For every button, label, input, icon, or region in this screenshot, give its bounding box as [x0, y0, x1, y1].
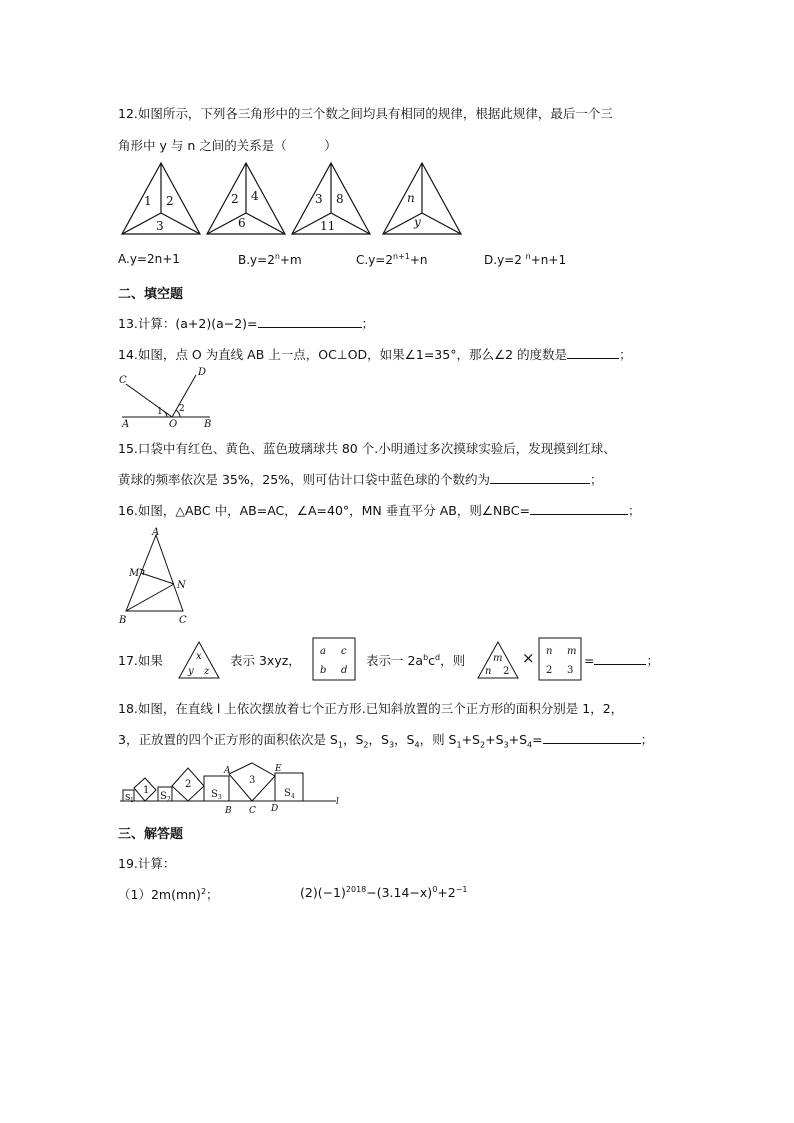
t3-a: 3 — [315, 192, 323, 206]
q15-line2: 黄球的频率依次是 35%，25%，则可估计口袋中蓝色球的个数约为 ； — [118, 472, 603, 487]
triangle-4 — [383, 163, 461, 234]
t2-c: 6 — [238, 216, 246, 230]
svg-text:n: n — [546, 646, 553, 657]
svg-text:y: y — [188, 666, 194, 677]
svg-text:d: d — [341, 665, 348, 676]
q18-squares-figure — [118, 758, 348, 816]
q14-angle-figure — [116, 366, 216, 430]
q17-square-abcd — [312, 637, 356, 681]
svg-text:S: S — [125, 793, 131, 802]
section-solve-title: 三、解答题 — [118, 827, 184, 842]
svg-text:E: E — [275, 764, 282, 774]
q15-line1: 15.口袋中有红色、黄色、蓝色玻璃球共 80 个.小明通过多次摸球实验后，发现摸到红球、 — [118, 441, 616, 456]
option-b[interactable]: $B.y=2^n+m$ — [238, 252, 302, 267]
svg-text:2: 2 — [179, 404, 185, 414]
q17-answer: = ； — [584, 653, 659, 668]
svg-text:a: a — [320, 646, 326, 657]
q15-answer-blank[interactable] — [490, 471, 590, 484]
svg-text:B: B — [225, 806, 232, 816]
q16: 16.如图，△ABC 中，AB=AC，∠A=40°，MN 垂直平分 AB，则∠NBC= ； — [118, 503, 641, 518]
svg-text:4: 4 — [291, 793, 295, 800]
svg-text:A: A — [122, 419, 130, 430]
q12-triangles-figure — [118, 158, 498, 240]
svg-text:C: C — [179, 615, 187, 626]
q17-triangle-xyz — [177, 640, 221, 680]
t4-n: n — [407, 191, 415, 205]
q19-part2: $(2)(-1)^{2018}-(3.14-x)^0+2^{-1}$ — [300, 885, 468, 901]
option-a[interactable]: A.y=2n+1 — [118, 252, 180, 266]
svg-text:m: m — [567, 646, 577, 657]
svg-text:n: n — [485, 666, 492, 677]
q19-title: 19.计算： — [118, 856, 176, 871]
section-fill-in-title: 二、填空题 — [118, 287, 184, 302]
svg-text:1: 1 — [143, 785, 150, 796]
q18-line1: 18.如图，在直线 l 上依次摆放着七个正方形.已知斜放置的三个正方形的面积分别是 1，2， — [118, 701, 624, 716]
svg-text:O: O — [169, 419, 178, 430]
svg-text:2: 2 — [546, 665, 553, 676]
svg-text:2: 2 — [167, 796, 171, 803]
svg-text:M: M — [129, 568, 140, 579]
q14: 14.如图，点 O 为直线 AB 上一点，OC⊥OD，如果∠1=35°，那么∠2 的度数是 ； — [118, 347, 632, 362]
svg-text:1: 1 — [157, 407, 163, 417]
q17-triangle-mn2 — [476, 640, 520, 680]
q19-part1: （1）2m(mn)$^2$； — [118, 886, 219, 902]
svg-text:C: C — [249, 806, 256, 816]
q17-mid2: 表示一 $2a^bc^d$，则 — [366, 652, 466, 668]
t1-b: 2 — [166, 194, 174, 208]
svg-text:2: 2 — [503, 666, 510, 677]
q16-answer-blank[interactable] — [530, 502, 628, 515]
svg-text:m: m — [493, 653, 503, 664]
svg-text:A: A — [224, 766, 231, 776]
svg-text:S: S — [211, 789, 218, 800]
q17-answer-blank[interactable] — [594, 652, 646, 665]
q17-prefix: 17.如果 — [118, 653, 163, 668]
option-d[interactable]: D.y=2 $^n$+n+1 — [484, 252, 567, 267]
t2-a: 2 — [231, 192, 239, 206]
svg-text:z: z — [204, 666, 210, 677]
svg-text:b: b — [320, 665, 327, 676]
svg-text:1: 1 — [130, 797, 134, 804]
q12-line2: 角形中 y 与 n 之间的关系是（ ） — [118, 138, 337, 153]
option-c[interactable]: $C.y=2^{n+1}+n$ — [356, 252, 428, 267]
t3-c: 11 — [320, 219, 336, 233]
svg-text:S: S — [284, 788, 291, 799]
svg-text:B: B — [204, 419, 212, 430]
svg-text:S: S — [160, 791, 167, 802]
svg-text:3: 3 — [249, 775, 256, 786]
svg-text:D: D — [198, 367, 207, 378]
svg-text:C: C — [119, 375, 127, 386]
q16-triangle-figure — [116, 526, 196, 626]
svg-text:3: 3 — [567, 665, 574, 676]
svg-text:B: B — [119, 615, 127, 626]
svg-text:x: x — [196, 651, 202, 662]
q17-mid1: 表示 3xyz， — [230, 653, 301, 668]
q18-line2: 3，正放置的四个正方形的面积依次是 $S_1$，$S_2$，$S_3$，$S_4$，则 $S_1+S_2+S_3+S_4=$ ； — [118, 732, 654, 750]
t3-b: 8 — [336, 192, 344, 206]
q17-times: × — [522, 649, 535, 667]
t1-a: 1 — [144, 194, 152, 208]
svg-text:3: 3 — [218, 794, 222, 801]
t1-c: 3 — [156, 219, 164, 233]
t4-y: y — [414, 215, 421, 229]
svg-text:N: N — [177, 580, 186, 591]
q12-line1: 12.如图所示，下列各三角形中的三个数之间均具有相同的规律，根据此规律，最后一个三 — [118, 106, 613, 121]
q18-answer-blank[interactable] — [543, 731, 641, 744]
svg-text:c: c — [341, 646, 347, 657]
t2-b: 4 — [251, 189, 259, 203]
triangle-2 — [207, 163, 285, 234]
svg-text:D: D — [271, 804, 279, 814]
svg-text:l: l — [336, 797, 339, 807]
q14-answer-blank[interactable] — [567, 346, 619, 359]
svg-text:A: A — [152, 527, 160, 538]
q13: 13.计算：(a+2)(a−2)= ； — [118, 316, 375, 331]
q17-square-nm23 — [538, 637, 582, 681]
svg-text:2: 2 — [185, 779, 192, 790]
q13-answer-blank[interactable] — [258, 315, 362, 328]
